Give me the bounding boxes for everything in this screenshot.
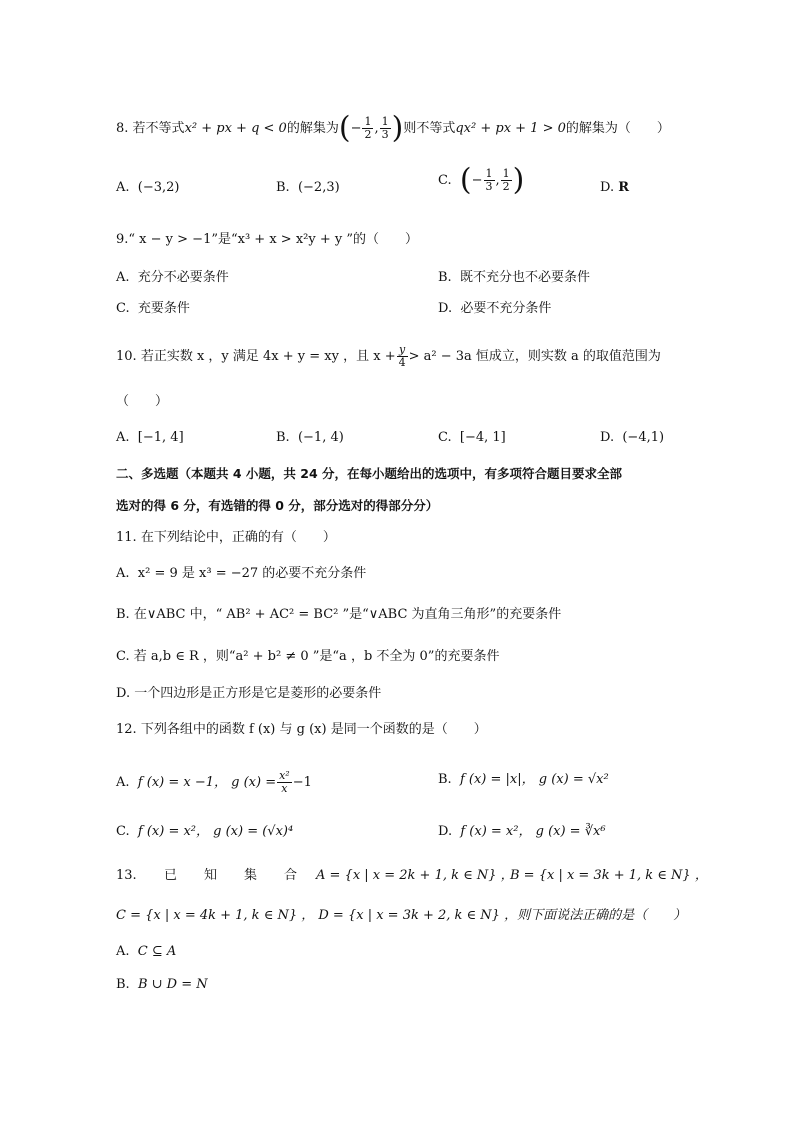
q13-number: 13. bbox=[116, 868, 137, 883]
q8-neg-sign: − bbox=[350, 121, 362, 136]
q11-option-a: A. x² = 9 是 x³ = −27 的必要不充分条件 bbox=[116, 566, 367, 581]
q13-char-3: 集 bbox=[244, 868, 258, 883]
q8-stem: 8. 若不等式x² + px + q < 0的解集为(− $\frac{1}{2}$ , $\frac{1}{3}$ )则不等式qx² + px + 1 > 0的解集为（ ） bbox=[116, 110, 670, 146]
q13-option-a: A. C ⊆ A bbox=[116, 944, 177, 959]
q8-frac-1: $\frac{1}{2}$ bbox=[364, 115, 372, 141]
q10-option-d: D. (−4,1) bbox=[600, 430, 665, 445]
q13-char-4: 合 bbox=[284, 868, 298, 883]
section2-heading-line2: 选对的得 6 分，有选错的得 0 分，部分选对的得部分分） bbox=[116, 498, 439, 513]
q8-option-a: A. (−3,2) bbox=[116, 180, 180, 195]
q13-option-b: B. B ∪ D = N bbox=[116, 977, 208, 992]
q8-option-c: C. (− $\frac{1}{3}$ , $\frac{1}{2}$ ) bbox=[438, 162, 525, 198]
q12-option-d: D. f (x) = x²， g (x) = ∛x⁶ bbox=[438, 824, 606, 839]
q13-char-2: 知 bbox=[204, 868, 218, 883]
q13-set-b: B = {x | x = 3k + 1, k ∈ N} ， bbox=[510, 868, 708, 883]
left-paren: ( bbox=[338, 110, 351, 146]
q9-option-a: A. 充分不必要条件 bbox=[116, 270, 229, 285]
q10-option-c: C. [−4, 1] bbox=[438, 430, 506, 445]
q8-inequality-1: x² + px + q < 0 bbox=[184, 121, 287, 136]
q11-option-b: B. 在∨ABC 中，“ AB² + AC² = BC² ”是“∨ABC 为直角三角形”的充要条件 bbox=[116, 607, 562, 622]
right-paren: ) bbox=[391, 110, 404, 146]
q13-set-c-d: C = {x | x = 4k + 1, k ∈ N} ， D = {x | x = 3k + 2, k ∈ N} ，则下面说法正确的是（ ） bbox=[116, 908, 687, 923]
q10-answer-paren: （ ） bbox=[116, 394, 169, 409]
q11-stem: 11. 在下列结论中，正确的有（ ） bbox=[116, 530, 336, 545]
q13-set-a: A = {x | x = 2k + 1, k ∈ N} ， bbox=[316, 868, 514, 883]
q9-option-b: B. 既不充分也不必要条件 bbox=[438, 270, 590, 285]
q10-stem: 10. 若正实数 x ，y 满足 4x + y = xy ，且 x + $\frac{y}{4}$ > a² − 3a 恒成立，则实数 a 的取值范围为 bbox=[116, 343, 661, 369]
q8-option-d: D. R bbox=[600, 180, 630, 195]
q9-option-d: D. 必要不充分条件 bbox=[438, 301, 552, 316]
q8-stem-text-a: 若不等式 bbox=[132, 121, 185, 136]
q13-char-1: 已 bbox=[164, 868, 178, 883]
q8-stem-text-d: 的解集为（ ） bbox=[565, 121, 670, 136]
q8-stem-text-b: 的解集为 bbox=[286, 121, 339, 136]
q12-stem: 12. 下列各组中的函数 f (x) 与 g (x) 是同一个函数的是（ ） bbox=[116, 722, 487, 737]
q8-inequality-2: qx² + px + 1 > 0 bbox=[455, 121, 566, 136]
q9-stem: 9.“ x − y > −1”是“x³ + x > x²y + y ”的（ ） bbox=[116, 232, 418, 247]
q8-stem-text-c: 则不等式 bbox=[403, 121, 456, 136]
q11-option-d: D. 一个四边形是正方形是它是菱形的必要条件 bbox=[116, 686, 382, 701]
q11-option-c: C. 若 a,b ∈ R ，则“a² + b² ≠ 0 ”是“a ，b 不全为 0”的充要条件 bbox=[116, 649, 500, 664]
q8-number: 8. bbox=[116, 121, 129, 136]
q12-option-a: A. f (x) = x −1， g (x) = $\frac{\text{x²}}{x}$ −1 bbox=[116, 769, 312, 795]
q10-option-a: A. [−1, 4] bbox=[116, 430, 184, 445]
q10-frac: $\frac{y}{4}$ bbox=[398, 343, 406, 369]
q9-option-c: C. 充要条件 bbox=[116, 301, 190, 316]
q8-option-b: B. (−2,3) bbox=[276, 180, 340, 195]
q12-option-b: B. f (x) = |x|， g (x) = √x² bbox=[438, 772, 609, 787]
q10-option-b: B. (−1, 4) bbox=[276, 430, 344, 445]
section2-heading-line1: 二、多选题（本题共 4 小题，共 24 分，在每小题给出的选项中，有多项符合题目要求全部 bbox=[116, 466, 623, 481]
q8-frac-2: $\frac{1}{3}$ bbox=[381, 115, 389, 141]
q12-option-c: C. f (x) = x²， g (x) = (√x)⁴ bbox=[116, 824, 294, 839]
